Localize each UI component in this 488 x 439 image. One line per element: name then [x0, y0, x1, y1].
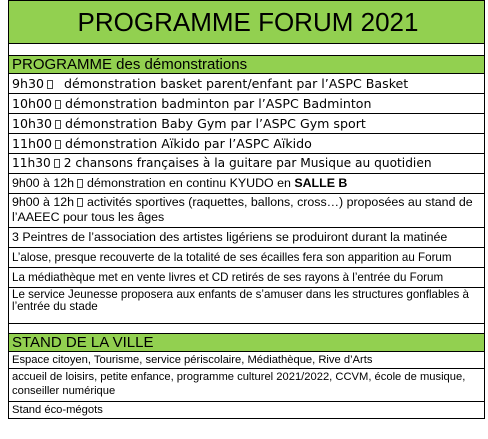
demo-time: 10h30 — [12, 116, 53, 131]
separator-icon — [55, 120, 61, 129]
demo-row — [9, 74, 484, 94]
blank-row — [9, 324, 484, 334]
demo-text: activités sportives (raquettes, ballons, cross…) proposées au stand de l’AAEEC pour tous les âges — [12, 195, 473, 224]
note-row: La médiathèque met en vente livres et CD retirés de ses rayons à l’entrée du Forum — [9, 268, 484, 288]
demo-text: 2 chansons françaises à la guitare par Musique au quotidien — [63, 156, 432, 170]
separator-icon — [54, 159, 60, 168]
demo-time: 9h00 à 12h — [12, 176, 75, 190]
blank-row — [9, 44, 484, 56]
demo-row — [9, 174, 484, 194]
demo-row — [9, 94, 484, 114]
note-row: 3 Peintres de l’association des artistes ligériens se produiront durant la matinée — [9, 228, 484, 248]
separator-icon — [47, 80, 53, 89]
demo-text: démonstration Baby Gym par l’ASPC Gym sport — [65, 116, 366, 131]
demo-text: démonstration basket parent/enfant par l’ASPC Basket — [64, 76, 409, 91]
section-heading-stand: STAND DE LA VILLE — [9, 334, 484, 352]
section-heading-demonstrations: PROGRAMME des démonstrations — [9, 56, 484, 74]
programme-sheet — [8, 0, 485, 419]
page-title: PROGRAMME FORUM 2021 — [9, 0, 484, 44]
stand-row: Stand éco-mégots — [9, 402, 484, 419]
separator-icon — [55, 100, 61, 109]
demo-row — [9, 154, 484, 174]
separator-icon — [77, 179, 83, 188]
demo-text: démonstration badminton par l’ASPC Badminton — [65, 96, 372, 111]
separator-icon — [55, 140, 61, 149]
demo-time: 10h00 — [12, 96, 53, 111]
note-row: L’alose, presque recouverte de la totalité de ses écailles fera son apparition au Forum — [9, 248, 484, 268]
demo-row — [9, 194, 484, 228]
demo-time: 9h30 — [12, 76, 45, 91]
demo-text: démonstration en continu KYUDO en — [87, 176, 295, 190]
demo-row — [9, 134, 484, 154]
demo-row — [9, 114, 484, 134]
demo-time: 11h30 — [12, 156, 51, 170]
stand-row: Espace citoyen, Tourisme, service périscolaire, Médiathèque, Rive d’Arts — [9, 352, 484, 369]
demo-time: 11h00 — [12, 136, 53, 151]
demo-time: 9h00 à 12h — [12, 195, 75, 209]
demo-room: SALLE B — [294, 176, 348, 190]
demo-text: démonstration Aïkido par l’ASPC Aïkido — [65, 136, 312, 151]
separator-icon — [77, 198, 83, 207]
note-row: Le service Jeunesse proposera aux enfants de s’amuser dans les structures gonflables à l’entrée du stade — [9, 288, 484, 324]
stand-row: accueil de loisirs, petite enfance, programme culturel 2021/2022, CCVM, école de musique, conseiller numérique — [9, 369, 484, 402]
